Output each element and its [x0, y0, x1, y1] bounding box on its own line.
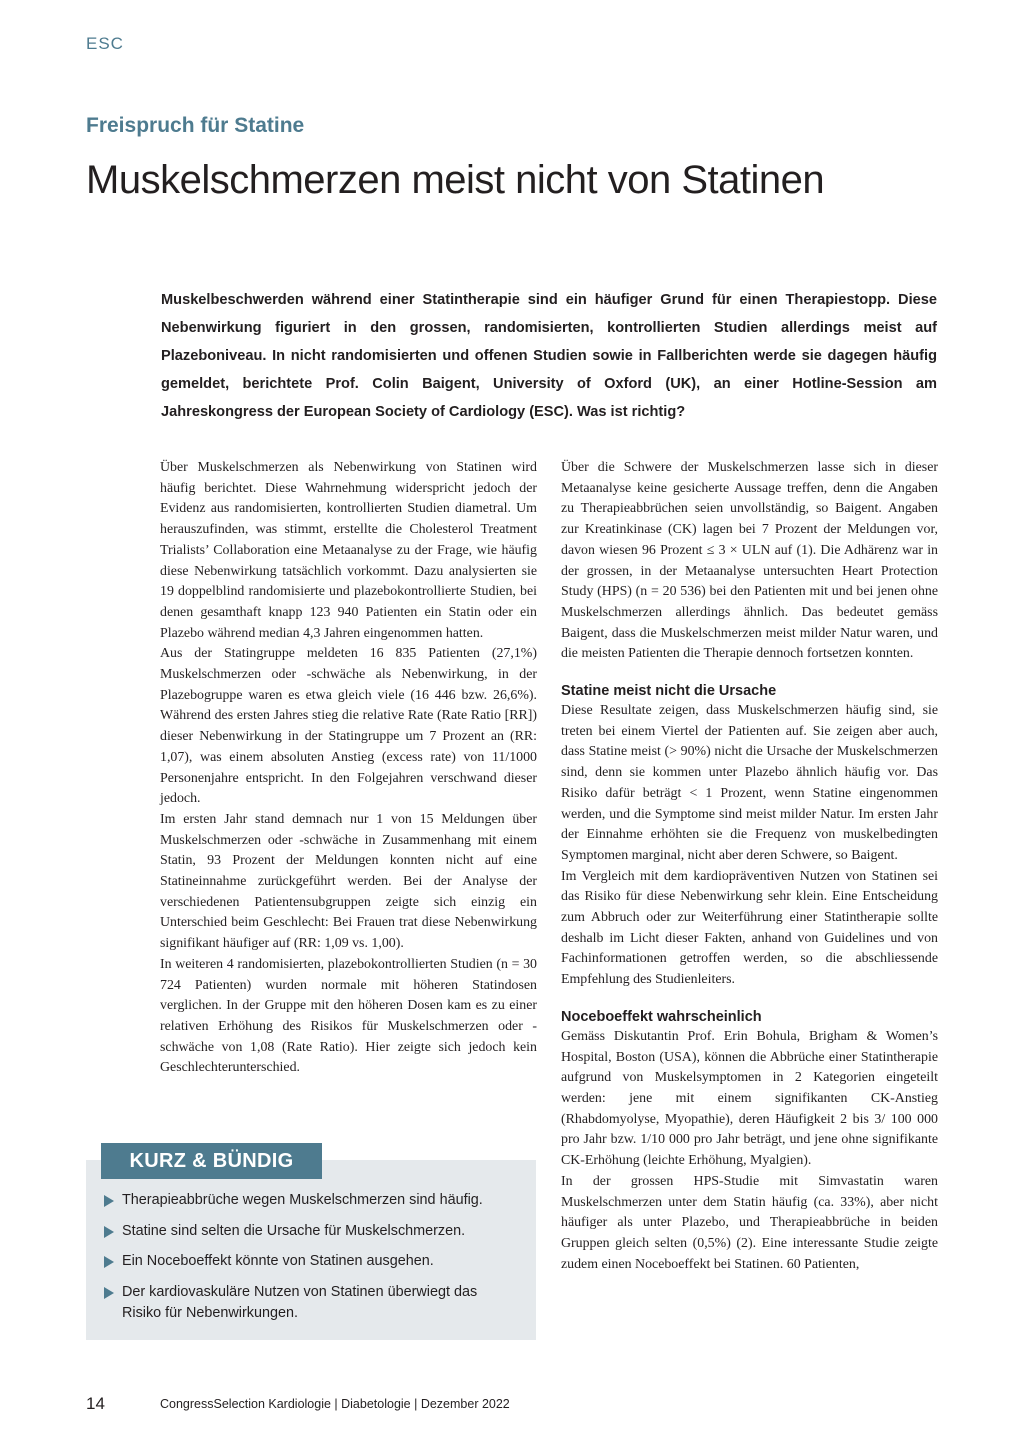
summary-list [104, 1190, 514, 1334]
triangle-bullet-icon [104, 1195, 114, 1207]
triangle-bullet-icon [104, 1226, 114, 1238]
paragraph: In weiteren 4 randomisierten, plazebokontrollierten Studien (n = 30 724 Patienten) wurden normale mit höheren Statindosen verglichen. In der Gruppe mit den höheren Dosen kam es zu einer relativen Erhöhung des Risikos für Muskelschmerzen oder -schwäche von 1,08 (Rate Ratio). Hier zeigte sich jedoch kein Geschlechterunterschied. [160, 956, 537, 1076]
list-item-text: Therapieabbrüche wegen Muskelschmerzen sind häufig. [122, 1192, 483, 1208]
list-item [104, 1190, 514, 1212]
paragraph: Aus der Statingruppe meldeten 16 835 Patienten (27,1%) Muskelschmerzen oder -schwäche als Nebenwirkung, in der Plazebogruppe waren es etwa gleich viele (16 446 bzw. 26,6%). Während des ersten Jahres stieg die relative Rate (Rate Ratio [RR]) dieser Nebenwirkung in der Statingruppe um 7 Prozent an (RR: 1,07), was einem absoluten Anstieg (excess rate) von 11/1000 Personenjahre entspricht. In den Folgejahren verschwand dieser jedoch. [160, 646, 537, 807]
article-kicker: Freispruch für Statine [86, 114, 305, 137]
section-label: ESC [86, 34, 124, 53]
list-item-text: Statine sind selten die Ursache für Muskelschmerzen. [122, 1222, 466, 1239]
summary-box-title: KURZ & BÜNDIG [101, 1143, 322, 1179]
paragraph: In der grossen HPS-Studie mit Simvastatin waren Muskelschmerzen unter dem Statin häufig (ca. 33%), aber nicht häufiger als unter Plazebo, und Therapieabbrüche in beiden Gruppen gleich selten (0,5%) (2). Eine interessante Studie zeigte zudem einen Noceboeffekt bei Statinen. 60 Patienten, [561, 1173, 938, 1272]
list-item [104, 1282, 514, 1325]
triangle-bullet-icon [104, 1256, 114, 1268]
subheading: Statine meist nicht die Ursache [561, 683, 777, 700]
paragraph: Gemäss Diskutantin Prof. Erin Bohula, Brigham & Women’s Hospital, Boston (USA), können die Abbrüche einer Statintherapie aufgrund von Muskelsymptomen in 2 Kategorien eingeteilt werden: jene mit einem signifikanten CK-Anstieg (Rhabdomyolyse, Myopathie), deren Häufigkeit 2 bis 3/ 100 000 pro Jahr bzw. 1/10 000 pro Jahr beträgt, und jene ohne signifikante CK-Erhöhung (leichte Erhöhung, Myalgien). [561, 1028, 938, 1169]
footer-publication: CongressSelection Kardiologie | Diabetologie | Dezember 2022 [160, 1397, 510, 1411]
list-item [104, 1221, 514, 1243]
paragraph: Im ersten Jahr stand demnach nur 1 von 15 Meldungen über Muskelschmerzen oder -schwäche in Zusammenhang mit einem Statin, 93 Prozent der Meldungen konnten nicht auf eine Statineinnahme zurückgeführt werden. Bei der Analyse der verschiedenen Patientensubgruppen zeigte sich einzig ein Unterschied beim Geschlecht: Bei Frauen trat diese Nebenwirkung signifikant häufiger auf (RR: 1,09 vs. 1,00). [160, 811, 537, 952]
paragraph: Über die Schwere der Muskelschmerzen lasse sich in dieser Metaanalyse keine gesicherte Aussage treffen, denn die Angaben zu Therapieabbrüchen seien unvollständig, so Baigent. Angaben zur Kreatinkinase (CK) lagen bei 7 Prozent der Meldungen vor, davon wiesen 96 Prozent ≤ 3 × ULN auf (1). Die Adhärenz war in der grossen, in der Metaanalyse untersuchten Heart Protection Study (HPS) (n = 20 536) bei den Patienten mit und bei jenen ohne Muskelschmerzen allerdings ähnlich. Das bedeutet gemäss Baigent, dass die Muskelschmerzen meist milder Natur waren, und die meisten Patienten die Therapie dennoch fortsetzen konnten. [561, 460, 938, 662]
list-item-text: Ein Noceboeffekt könnte von Statinen ausgehen. [122, 1253, 434, 1269]
article-lead: Muskelbeschwerden während einer Statintherapie sind ein häufiger Grund für einen Therapiestopp. Diese Nebenwirkung figuriert in den grossen, randomisierten, kontrollierten Studien allerdings meist auf Plazeboniveau. In nicht randomisierten und offenen Studien sowie in Fallberichten werde sie dagegen häufig gemeldet, berichtete Prof. Colin Baigent, University of Oxford (UK), an einer Hotline-Session am Jahreskongress der European Society of Cardiology (ESC). Was ist richtig? [161, 292, 937, 420]
list-item-text: Der kardiovaskuläre Nutzen von Statinen überwiegt das Risiko für Nebenwirkungen. [122, 1283, 478, 1321]
article-title: Muskelschmerzen meist nicht von Statinen [86, 158, 825, 202]
list-item [104, 1251, 514, 1273]
triangle-bullet-icon [104, 1287, 114, 1299]
left-column [160, 458, 537, 1079]
paragraph: Im Vergleich mit dem kardiopräventiven Nutzen von Statinen sei das Risiko für diese Nebenwirkung sehr klein. Eine Entscheidung zum Abbruch oder zur Weiterführung einer Statintherapie sollte deshalb im Licht dieser Fakten, anhand von Guidelines und von Fachinformationen getroffen werden, so die abschliessende Empfehlung des Studienleiters. [561, 868, 938, 988]
paragraph: Diese Resultate zeigen, dass Muskelschmerzen häufig sind, sie treten bei einem Viertel der Patienten auf. Sie zeigen aber auch, dass Statine meist (> 90%) nicht die Ursache der Muskelschmerzen sind, denn sie kommen unter Plazebo ähnlich häufig vor. Das Risiko dafür beträgt < 1 Prozent, wenn Statine eingenommen werden, und die Symptome sind meist milder Natur. Im ersten Jahr der Einnahme erhöhten sie die Frequenz von muskelbedingten Symptomen marginal, nicht aber deren Schwere, so Baigent. [561, 703, 938, 863]
subheading: Noceboeffekt wahrscheinlich [561, 1008, 762, 1025]
paragraph: Über Muskelschmerzen als Nebenwirkung von Statinen wird häufig berichtet. Diese Wahrnehmung widerspricht jedoch der Evidenz aus randomisierten, kontrollierten Studien diametral. Um herauszufinden, was stimmt, erstellte die Cholesterol Treatment Trialists’ Collaboration eine Metaanalyse zu der Frage, wie häufig diese Nebenwirkung tatsächlich vorkommt. Dazu analysierten sie 19 doppelblind randomisierte und plazebokontrollierte Studien, bei denen gesamthaft knapp 123 940 Patienten ein Statin oder ein Plazebo während median 4,3 Jahren eingenommen hatten. [160, 460, 537, 641]
page-number: 14 [86, 1394, 105, 1413]
right-column [561, 458, 938, 1275]
